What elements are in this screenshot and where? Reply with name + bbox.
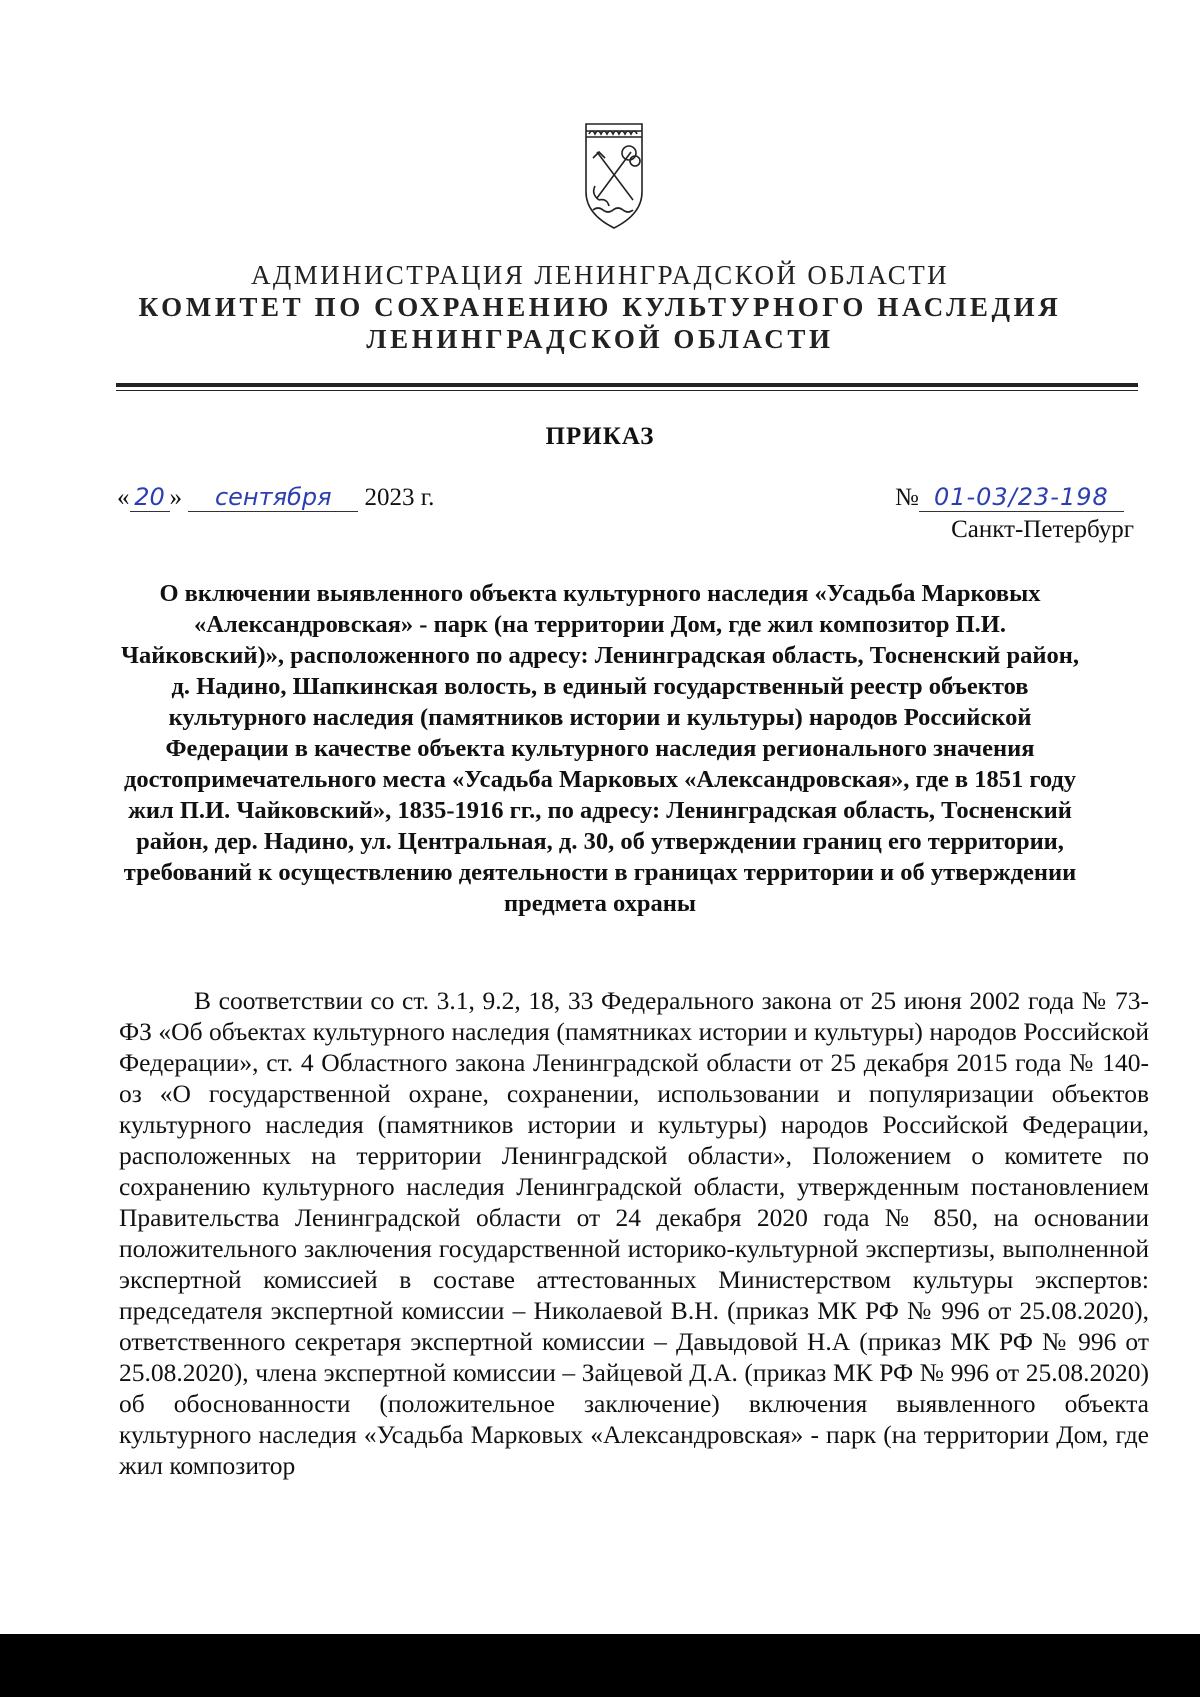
date-day-handwritten: 20 <box>130 483 170 512</box>
date-month-handwritten: сентября <box>188 483 358 512</box>
document-number <box>895 483 1124 512</box>
coat-of-arms-icon <box>583 122 645 232</box>
document-title: О включении выявленного объекта культурного наследия «Усадьба Марковых «Александровская» - парк (на территории Дом, где жил композитор П.И. Чайковский)», расположенного по адресу: Ленинградская область, Тосненский район, д. Надино, Шапкинская волость, в единый государственный реестр объектов культурного наследия (памятников истории и культуры) народов Российской Федерации в качестве объекта культурного наследия регионального значения достопримечательного места «Усадьба Марковых «Александровская», где в 1851 году жил П.И. Чайковский», 1835-1916 гг., по адресу: Ленинградская область, Тосненский район, дер. Надино, ул. Центральная, д. 30, об утверждении границ его территории, требований к осуществлению деятельности в границах территории и об утверждении предмета охраны <box>120 580 1079 917</box>
date-year: 2023 г. <box>364 484 435 511</box>
document-city: Санкт-Петербург <box>951 516 1134 543</box>
scan-bottom-border <box>0 1634 1200 1697</box>
number-handwritten: 01-03/23-198 <box>919 483 1124 512</box>
number-sign: № <box>895 484 919 511</box>
org-line-committee: КОМИТЕТ ПО СОХРАНЕНИЮ КУЛЬТУРНОГО НАСЛЕДИЯ <box>138 292 1062 322</box>
document-body: В соответствии со ст. 3.1, 9.2, 18, 33 Федерального закона от 25 июня 2002 года № 73-ФЗ «Об объектах культурного наследия (памятниках истории и культуры) народов Российской Федерации», ст. 4 Областного закона Ленинградской области от 25 декабря 2015 года № 140-оз «О государственной охране, сохранении, использовании и популяризации объектов культурного наследия (памятников истории и культуры) народов Российской Федерации, расположенных на территории Ленинградской области», Положением о комитете по сохранению культурного наследия Ленинградской области, утвержденным постановлением Правительства Ленинградской области от 24 декабря 2020 года № 850, на основании положительного заключения государственной историко-культурной экспертизы, выполненной экспертной комиссией в составе аттестованных Министерством культуры экспертов: председателя экспертной комиссии – Николаевой В.Н. (приказ МК РФ № 996 от 25.08.2020), ответственного секретаря экспертной комиссии – Давыдовой Н.А (приказ МК РФ № 996 от 25.08.2020), члена экспертной комиссии – Зайцевой Д.А. (приказ МК РФ № 996 от 25.08.2020) об обоснованности (положительное заключение) включения выявленного объекта культурного наследия «Усадьба Марковых «Александровская» - парк (на территории Дом, где жил композитор <box>119 986 1149 1480</box>
org-line-administration: АДМИНИСТРАЦИЯ ЛЕНИНГРАДСКОЙ ОБЛАСТИ <box>250 260 949 290</box>
date-open-quote: « <box>117 484 130 511</box>
date-close-quote: » <box>169 484 182 511</box>
document-date <box>117 483 434 512</box>
document-type: ПРИКАЗ <box>545 423 655 450</box>
org-line-region: ЛЕНИНГРАДСКОЙ ОБЛАСТИ <box>366 324 834 354</box>
header-divider-thick <box>116 383 1138 387</box>
header-divider-thin <box>116 390 1138 391</box>
